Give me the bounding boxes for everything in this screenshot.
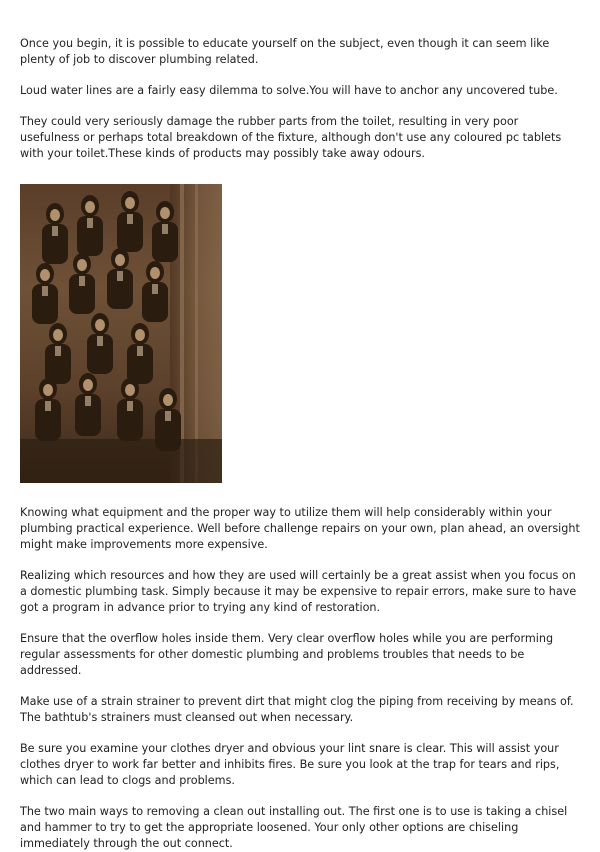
group-photo-image — [20, 184, 222, 483]
paragraph: Knowing what equipment and the proper way to utilize them will help considerably within your plumbing practical experience. Well before challenge repairs on your own, plan ahead, an oversight might make improvements more expensive. — [20, 506, 580, 551]
paragraph: Ensure that the overflow holes inside them. Very clear overflow holes while you are performing regular assessments for other domestic plumbing and problems troubles that needs to be addressed. — [20, 632, 554, 677]
sepia-group-photo-icon — [20, 184, 222, 483]
paragraph: Realizing which resources and how they are used will certainly be a great assist when you focus on a domestic plumbing task. Simply because it may be expensive to repair errors, make sure to have got a program in advance prior to trying any kind of restoration. — [20, 569, 577, 614]
paragraph: Loud water lines are a fairly easy dilemma to solve.You will have to anchor any uncovered tube. — [20, 84, 558, 97]
paragraph: Be sure you examine your clothes dryer and obvious your lint snare is clear. This will assist your clothes dryer to work far better and inhibits fires. Be sure you look at the trap for tears and rips, which can lead to clogs and problems. — [20, 742, 560, 787]
paragraph: Make use of a strain strainer to prevent dirt that might clog the piping from receiving by means of. The bathtub's strainers must cleansed out when necessary. — [20, 695, 574, 724]
paragraph: The two main ways to removing a clean out installing out. The first one is to use is taking a chisel and hammer to try to get the appropriate loosened. Your only other options are chiseling immediately through the out connect. — [20, 805, 568, 850]
paragraph: Once you begin, it is possible to educate yourself on the subject, even though it can seem like plenty of job to discover plumbing related. — [20, 37, 550, 66]
paragraph: They could very seriously damage the rubber parts from the toilet, resulting in very poor usefulness or perhaps total breakdown of the fixture, although don't use any coloured pc tablets with your toilet.These kinds of products may possibly take away odours. — [20, 115, 562, 160]
